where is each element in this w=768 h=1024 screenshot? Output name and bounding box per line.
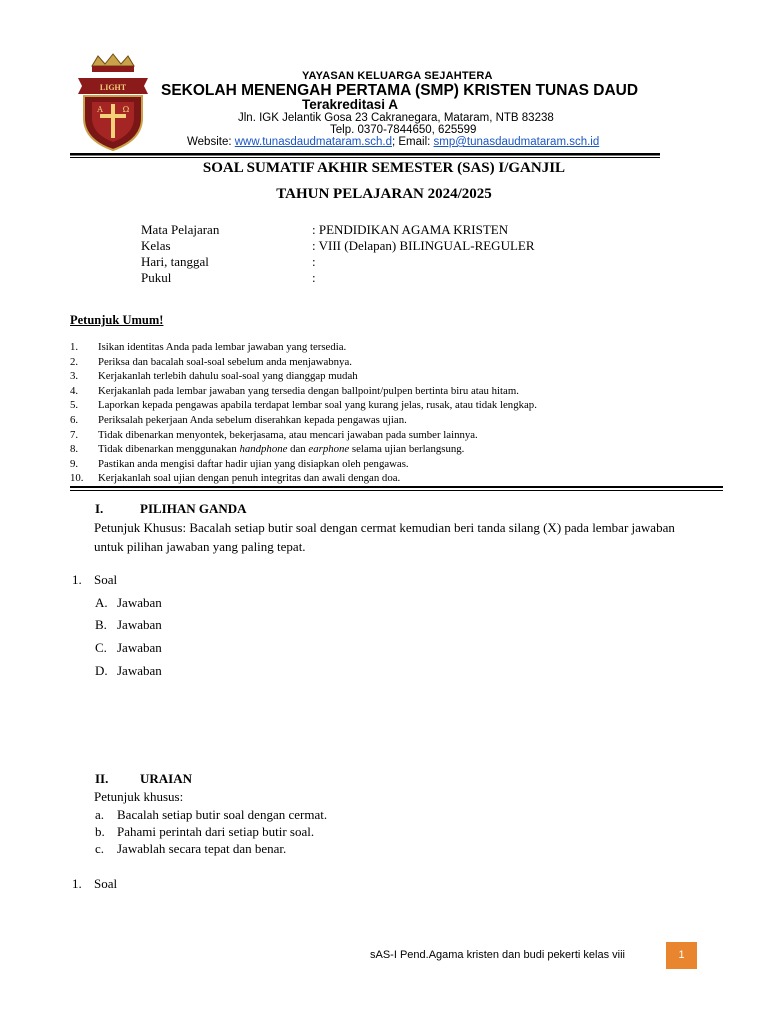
header-rule-thin	[70, 157, 660, 158]
school-address: Jln. IGK Jelantik Gosa 23 Cakranegara, Mataram, NTB 83238	[238, 112, 554, 124]
list-item	[70, 384, 730, 399]
footer-text: sAS-I Pend.Agama kristen dan budi pekerti kelas viii	[370, 949, 625, 961]
instruction-text: Jawablah secara tepat dan benar.	[117, 841, 287, 856]
list-item	[70, 340, 730, 355]
list-item-text: Laporkan kepada pengawas apabila terdapat lembar soal yang kurang jelas, rusak, atau tidak lengkap.	[98, 399, 537, 412]
option-text: Jawaban	[117, 663, 162, 678]
section2-instructions-label: Petunjuk khusus:	[94, 789, 184, 804]
option-text: Jawaban	[117, 617, 162, 632]
school-logo	[70, 52, 156, 152]
list-item-emphasis: handphone	[239, 443, 288, 456]
list-item-number: 9.	[70, 457, 79, 470]
general-instructions-heading: Petunjuk Umum!	[70, 313, 164, 327]
list-item-text: selama ujian berlangsung.	[349, 443, 465, 456]
page-number: 1	[666, 942, 697, 969]
question-number: 1.	[72, 876, 82, 891]
svg-text:A: A	[97, 105, 103, 114]
question-text: Soal	[94, 572, 118, 587]
list-item-number: 10.	[70, 472, 84, 485]
question-number: 1.	[72, 572, 82, 587]
section1-number: I.	[95, 501, 104, 516]
option-letter: B.	[95, 617, 107, 632]
accreditation: Terakreditasi A	[302, 97, 399, 112]
list-item-text: Tidak dibenarkan menyontek, bekerjasama, atau mencari jawaban pada sumber lainnya.	[98, 428, 478, 441]
list-item-number: 1.	[70, 341, 79, 353]
instruction-letter: b.	[95, 824, 105, 839]
instruction-text: Pahami perintah dari setiap butir soal.	[117, 824, 315, 839]
list-item-text: Kerjakanlah terlebih dahulu soal-soal yang dianggap mudah	[98, 370, 358, 383]
list-item-number: 2.	[70, 355, 79, 368]
option-letter: D.	[95, 663, 108, 678]
list-item	[70, 398, 730, 413]
section1-instructions: Petunjuk Khusus: Bacalah setiap butir soal dengan cermat kemudian beri tanda silang (X) pada lembar jawaban untuk pilihan jawaban yang paling tepat.	[94, 520, 675, 554]
meta-value-date: :	[312, 254, 316, 269]
instruction-letter: c.	[95, 841, 105, 856]
list-item-text: Periksalah pekerjaan Anda sebelum diserahkan kepada pengawas ujian.	[98, 413, 407, 426]
list-item-text: Kerjakanlah soal ujian dengan penuh integritas dan awali dengan doa.	[98, 472, 401, 485]
logo-banner-text: LIGHT	[99, 83, 127, 92]
contact-line	[187, 136, 599, 148]
email-link[interactable]: smp@tunasdaudmataram.sch.id	[433, 136, 600, 148]
meta-label-subject: Mata Pelajaran	[141, 222, 220, 237]
instruction-letter: a.	[95, 807, 105, 822]
meta-label-date: Hari, tanggal	[141, 254, 209, 269]
option-letter: C.	[95, 640, 107, 655]
email-label: ; Email:	[391, 136, 434, 148]
list-item-emphasis: earphone	[308, 443, 350, 456]
academic-year: TAHUN PELAJARAN 2024/2025	[276, 186, 492, 202]
list-item	[70, 457, 730, 472]
list-item-text: Isikan identitas Anda pada lembar jawaban yang tersedia.	[98, 341, 347, 353]
list-item-text: Tidak dibenarkan menggunakan	[98, 443, 240, 456]
list-item	[70, 428, 730, 443]
list-item	[70, 413, 730, 428]
list-item-number: 5.	[70, 399, 79, 412]
website-label: Website:	[187, 136, 235, 148]
instruction-text: Bacalah setiap butir soal dengan cermat.	[117, 807, 328, 822]
section1-title: PILIHAN GANDA	[140, 501, 247, 516]
section-rule-thick	[70, 486, 723, 488]
website-link[interactable]: www.tunasdaudmataram.sch.d	[234, 136, 392, 148]
list-item	[70, 442, 730, 457]
school-name: SEKOLAH MENENGAH PERTAMA (SMP) KRISTEN TUNAS DAUD	[161, 82, 639, 99]
option-letter: A.	[95, 595, 108, 610]
option-text: Jawaban	[117, 640, 162, 655]
list-item	[70, 369, 730, 384]
question-text: Soal	[94, 876, 118, 891]
list-item	[70, 471, 730, 486]
section2-title: URAIAN	[140, 771, 192, 786]
list-item-text: Kerjakanlah pada lembar jawaban yang tersedia dengan ballpoint/pulpen bertinta biru atau hitam.	[98, 384, 519, 397]
header-rule-mid	[70, 155, 660, 156]
section-rule-thin	[70, 490, 723, 491]
svg-text:Ω: Ω	[122, 105, 130, 114]
school-phone: Telp. 0370-7844650, 625599	[330, 124, 477, 136]
meta-value-time: :	[312, 270, 316, 285]
list-item-text: Periksa dan bacalah soal-soal sebelum anda menjawabnya.	[98, 355, 352, 368]
list-item	[70, 355, 730, 370]
list-item-number: 8.	[70, 443, 79, 456]
list-item-text: dan	[287, 443, 309, 456]
meta-value-subject: : PENDIDIKAN AGAMA KRISTEN	[312, 222, 509, 237]
exam-title: SOAL SUMATIF AKHIR SEMESTER (SAS) I/GANJIL	[202, 160, 566, 176]
section2-number: II.	[95, 771, 109, 786]
list-item-number: 6.	[70, 413, 79, 426]
list-item-number: 3.	[70, 370, 79, 383]
list-item-number: 7.	[70, 428, 79, 441]
foundation-name: YAYASAN KELUARGA SEJAHTERA	[302, 70, 493, 82]
meta-label-class: Kelas	[141, 238, 171, 253]
meta-label-time: Pukul	[141, 270, 172, 285]
meta-value-class: : VIII (Delapan) BILINGUAL-REGULER	[312, 238, 535, 253]
option-text: Jawaban	[117, 595, 162, 610]
general-instructions-list	[70, 340, 730, 486]
list-item-number: 4.	[70, 384, 79, 397]
list-item-text: Pastikan anda mengisi daftar hadir ujian yang disiapkan oleh pengawas.	[98, 457, 409, 470]
